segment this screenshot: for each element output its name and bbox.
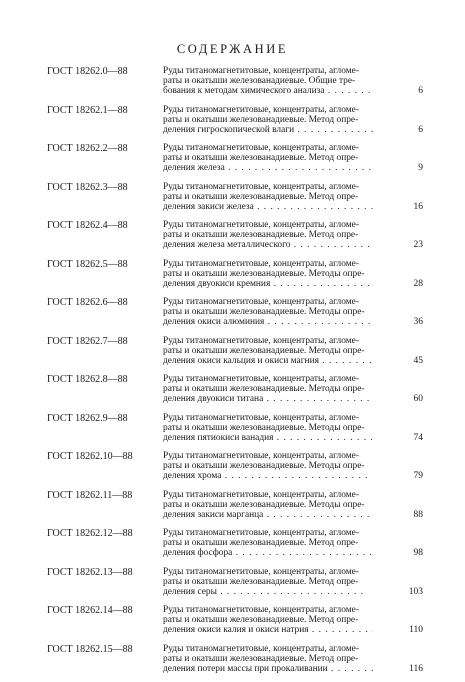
standard-code: ГОСТ 18262.1—88 — [47, 105, 167, 116]
description-line: деления хрома . . — [163, 471, 373, 481]
entry-description — [163, 413, 373, 444]
standard-code: ГОСТ 18262.7—88 — [47, 336, 167, 347]
entry-description — [163, 490, 373, 521]
page-number: 28 — [414, 279, 424, 289]
description-line: Руды титаномагнетитовые, концентраты, агломе- — [163, 66, 373, 76]
entry-description — [163, 66, 373, 97]
standard-code: ГОСТ 18262.12—88 — [47, 528, 167, 539]
entry-description — [163, 567, 373, 598]
page-number: 23 — [414, 240, 424, 250]
page-number: 88 — [414, 510, 424, 520]
description-line: деления потери массы при прокаливании . . — [163, 664, 373, 674]
standard-code: ГОСТ 18262.11—88 — [47, 490, 167, 501]
description-line: Руды титаномагнетитовые, концентраты, агломе- — [163, 413, 373, 423]
entry-description — [163, 143, 373, 174]
entry-description — [163, 644, 373, 675]
description-line: деления фосфора . . — [163, 548, 373, 558]
page-number: 98 — [414, 548, 424, 558]
page-number: 45 — [414, 356, 424, 366]
description-line: Руды титаномагнетитовые, концентраты, агломе- — [163, 490, 373, 500]
description-line: деления закиси марганца . . — [163, 510, 373, 520]
standard-code: ГОСТ 18262.6—88 — [47, 297, 167, 308]
standard-code: ГОСТ 18262.3—88 — [47, 182, 167, 193]
toc-entry[interactable] — [0, 490, 465, 529]
toc-entry[interactable] — [0, 143, 465, 182]
description-line: раты и окатыши железованадиевые. Методы опре- — [163, 346, 373, 356]
entry-description — [163, 220, 373, 251]
description-line: деления гигроскопической влаги . . — [163, 125, 373, 135]
description-line: раты и окатыши железованадиевые. Метод опре- — [163, 153, 373, 163]
description-line: деления двуокиси титана . . — [163, 394, 373, 404]
description-line: раты и окатыши железованадиевые. Методы опре- — [163, 461, 373, 471]
toc-entry[interactable] — [0, 567, 465, 606]
description-line: раты и окатыши железованадиевые. Методы опре- — [163, 307, 373, 317]
page-number: 116 — [409, 664, 423, 674]
description-line: раты и окатыши железованадиевые. Методы опре- — [163, 500, 373, 510]
toc-entry[interactable] — [0, 605, 465, 644]
page-title: СОДЕРЖАНИЕ — [0, 42, 465, 57]
description-line: Руды титаномагнетитовые, концентраты, агломе- — [163, 605, 373, 615]
description-line: Руды титаномагнетитовые, концентраты, агломе- — [163, 451, 373, 461]
page-number: 36 — [414, 317, 424, 327]
standard-code: ГОСТ 18262.8—88 — [47, 374, 167, 385]
page-number: 6 — [418, 86, 423, 96]
description-line: бования к методам химического анализа . . — [163, 86, 373, 96]
page-number: 79 — [414, 471, 424, 481]
description-line: раты и окатыши железованадиевые. Метод опре- — [163, 538, 373, 548]
entry-description — [163, 297, 373, 328]
description-line: раты и окатыши железованадиевые. Метод опре- — [163, 654, 373, 664]
toc-entry[interactable] — [0, 297, 465, 336]
standard-code: ГОСТ 18262.5—88 — [47, 259, 167, 270]
toc-entry[interactable] — [0, 182, 465, 221]
toc-entry[interactable] — [0, 413, 465, 452]
toc-entry[interactable] — [0, 528, 465, 567]
page-number: 60 — [414, 394, 424, 404]
toc-entry[interactable] — [0, 374, 465, 413]
standard-code: ГОСТ 18262.15—88 — [47, 644, 167, 655]
description-line: раты и окатыши железованадиевые. Методы опре- — [163, 423, 373, 433]
description-line: деления окиси калия и окиси натрия . . — [163, 625, 373, 635]
toc-entry[interactable] — [0, 259, 465, 298]
page-number: 74 — [414, 433, 424, 443]
page-number: 103 — [409, 587, 423, 597]
entry-description — [163, 451, 373, 482]
entry-description — [163, 182, 373, 213]
description-line: Руды титаномагнетитовые, концентраты, агломе- — [163, 528, 373, 538]
description-line: Руды титаномагнетитовые, концентраты, агломе- — [163, 259, 373, 269]
standard-code: ГОСТ 18262.13—88 — [47, 567, 167, 578]
description-line: Руды титаномагнетитовые, концентраты, агломе- — [163, 336, 373, 346]
toc-entry[interactable] — [0, 220, 465, 259]
toc-entry[interactable] — [0, 451, 465, 490]
description-line: раты и окатыши железованадиевые. Методы опре- — [163, 269, 373, 279]
entry-description — [163, 374, 373, 405]
page-number: 6 — [418, 125, 423, 135]
description-line: деления окиси кальция и окиси магния . . — [163, 356, 373, 366]
entry-description — [163, 528, 373, 559]
standard-code: ГОСТ 18262.2—88 — [47, 143, 167, 154]
description-line: деления серы . . — [163, 587, 373, 597]
page-number: 16 — [414, 202, 424, 212]
standard-code: ГОСТ 18262.14—88 — [47, 605, 167, 616]
description-line: раты и окатыши железованадиевые. Общие тре- — [163, 76, 373, 86]
description-line: деления двуокиси кремния . . — [163, 279, 373, 289]
description-line: раты и окатыши железованадиевые. Метод опре- — [163, 192, 373, 202]
page-number: 110 — [409, 625, 423, 635]
description-line: Руды титаномагнетитовые, концентраты, агломе- — [163, 644, 373, 654]
standard-code: ГОСТ 18262.9—88 — [47, 413, 167, 424]
description-line: Руды титаномагнетитовые, концентраты, агломе- — [163, 143, 373, 153]
description-line: деления пятиокиси ванадия . . — [163, 433, 373, 443]
description-line: Руды титаномагнетитовые, концентраты, агломе- — [163, 567, 373, 577]
entry-description — [163, 605, 373, 636]
standard-code: ГОСТ 18262.10—88 — [47, 451, 167, 462]
description-line: Руды титаномагнетитовые, концентраты, агломе- — [163, 105, 373, 115]
description-line: Руды титаномагнетитовые, концентраты, агломе- — [163, 182, 373, 192]
description-line: деления железа . . — [163, 163, 373, 173]
description-line: деления окиси алюминия . . — [163, 317, 373, 327]
description-line: Руды титаномагнетитовые, концентраты, агломе- — [163, 297, 373, 307]
description-line: раты и окатыши железованадиевые. Метод опре- — [163, 115, 373, 125]
description-line: Руды титаномагнетитовые, концентраты, агломе- — [163, 374, 373, 384]
toc-entry[interactable] — [0, 336, 465, 375]
description-line: раты и окатыши железованадиевые. Метод опре- — [163, 615, 373, 625]
standard-code: ГОСТ 18262.4—88 — [47, 220, 167, 231]
description-line: Руды титаномагнетитовые, концентраты, агломе- — [163, 220, 373, 230]
entry-description — [163, 336, 373, 367]
description-line: деления закиси железа . . — [163, 202, 373, 212]
entry-description — [163, 259, 373, 290]
toc-entry[interactable] — [0, 66, 465, 105]
description-line: раты и окатыши железованадиевые. Метод опре- — [163, 577, 373, 587]
standard-code: ГОСТ 18262.0—88 — [47, 66, 167, 77]
page-number: 9 — [418, 163, 423, 173]
toc-entry[interactable] — [0, 644, 465, 682]
entry-description — [163, 105, 373, 136]
description-line: раты и окатыши железованадиевые. Метод опре- — [163, 230, 373, 240]
description-line: раты и окатыши железованадиевые. Методы опре- — [163, 384, 373, 394]
table-of-contents — [0, 66, 465, 682]
toc-entry[interactable] — [0, 105, 465, 144]
description-line: деления железа металлического . . — [163, 240, 373, 250]
